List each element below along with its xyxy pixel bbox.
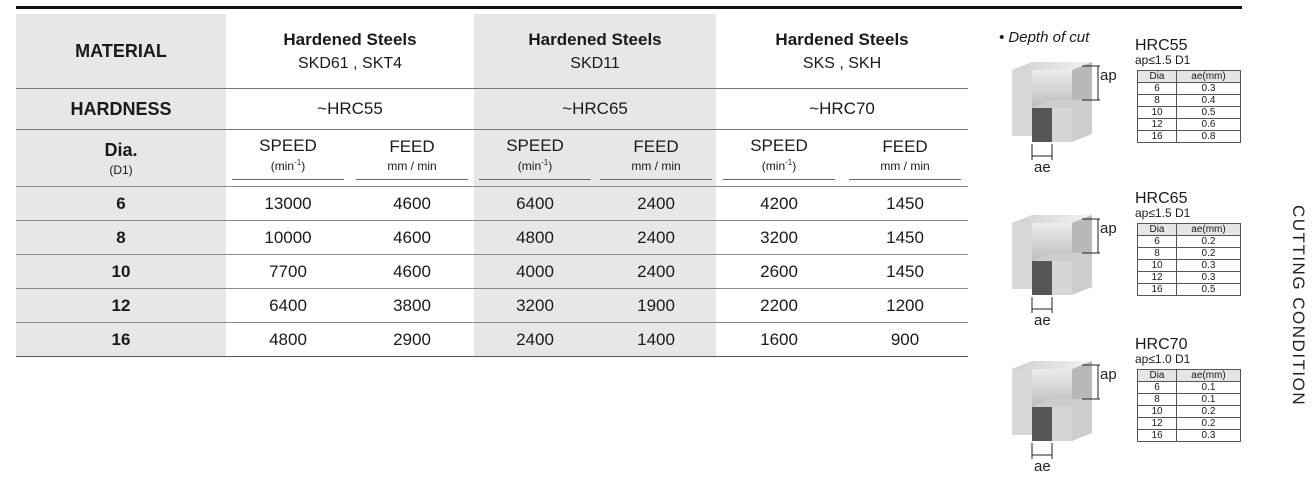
ae-row: 10 0.2 <box>1138 406 1241 418</box>
speed-label: SPEED <box>506 136 564 155</box>
hardness-row <box>16 89 968 130</box>
table-row <box>16 187 968 221</box>
workpiece-block-illustration <box>1000 337 1132 477</box>
ae-head-ae: ae(mm) <box>1177 71 1241 83</box>
speed-label: SPEED <box>259 136 317 155</box>
ap-label: ap <box>1100 220 1117 237</box>
feed-cell: 1200 <box>842 289 968 323</box>
ae-label: ae <box>1034 312 1051 329</box>
ae-head-dia: Dia <box>1138 224 1177 236</box>
table-row <box>16 255 968 289</box>
speed-cell: 10000 <box>226 221 350 255</box>
speed-cell: 3200 <box>716 221 842 255</box>
ae-table <box>1137 70 1241 143</box>
speed-header <box>474 130 596 187</box>
hardness-cell-2 <box>474 89 716 130</box>
speed-cell: 2600 <box>716 255 842 289</box>
feed-label: FEED <box>389 136 435 156</box>
hardness-label: HARDNESS <box>70 98 172 119</box>
ae-head-dia: Dia <box>1138 71 1177 83</box>
ae-row: 12 0.6 <box>1138 119 1241 131</box>
dia-label: Dia. <box>104 139 138 160</box>
feed-unit: mm / min <box>387 158 437 173</box>
feed-cell: 2400 <box>596 187 716 221</box>
speed-header <box>716 130 842 187</box>
feed-unit: mm / min <box>631 158 681 173</box>
feed-cell: 2900 <box>350 323 474 357</box>
feed-cell: 1450 <box>842 221 968 255</box>
speed-cell: 4000 <box>474 255 596 289</box>
hardness-cell-1 <box>226 89 474 130</box>
ae-label: ae <box>1034 159 1051 176</box>
ae-row: 16 0.5 <box>1138 284 1241 296</box>
hrc-title: HRC65 <box>1135 190 1188 207</box>
ae-head-dia: Dia <box>1138 370 1177 382</box>
depth-of-cut-panel <box>1000 191 1240 331</box>
ap-limit: ap≤1.5 D1 <box>1135 53 1191 67</box>
speed-label: SPEED <box>750 136 808 155</box>
ae-table <box>1137 369 1241 442</box>
material-cell-2 <box>474 14 716 89</box>
ap-label: ap <box>1100 366 1117 383</box>
feed-header <box>350 130 474 187</box>
speed-cell: 6400 <box>226 289 350 323</box>
hardness-cell-3 <box>716 89 968 130</box>
speed-header <box>226 130 350 187</box>
workpiece-block-illustration <box>1000 191 1132 331</box>
dia-cell: 8 <box>16 221 226 255</box>
material-grade: SKD11 <box>570 54 620 72</box>
dia-cell: 6 <box>16 187 226 221</box>
material-cell-1 <box>226 14 474 89</box>
depth-of-cut-title: • Depth of cut <box>999 29 1090 46</box>
ae-table <box>1137 223 1241 296</box>
ae-row: 12 0.3 <box>1138 272 1241 284</box>
speed-cell: 7700 <box>226 255 350 289</box>
material-name: Hardened Steels <box>775 29 909 49</box>
material-cell-3 <box>716 14 968 89</box>
ae-row: 10 0.5 <box>1138 107 1241 119</box>
hrc-title: HRC55 <box>1135 37 1188 54</box>
hardness-value: ~HRC65 <box>562 99 628 118</box>
speed-cell: 4200 <box>716 187 842 221</box>
ae-row: 6 0.3 <box>1138 83 1241 95</box>
cutting-conditions-table <box>16 14 968 357</box>
dia-cell: 10 <box>16 255 226 289</box>
table-body <box>16 187 968 357</box>
dia-cell: 12 <box>16 289 226 323</box>
ae-row: 8 0.2 <box>1138 248 1241 260</box>
ae-row: 16 0.8 <box>1138 131 1241 143</box>
ae-row: 6 0.2 <box>1138 236 1241 248</box>
hardness-value: ~HRC70 <box>809 99 875 118</box>
speed-cell: 13000 <box>226 187 350 221</box>
hrc-title: HRC70 <box>1135 336 1188 353</box>
feed-cell: 1900 <box>596 289 716 323</box>
speed-cell: 2400 <box>474 323 596 357</box>
hardness-header-cell <box>16 89 226 130</box>
speed-unit: $(\min^{-1})$ <box>761 158 797 173</box>
ap-label: ap <box>1100 67 1117 84</box>
feed-label: FEED <box>633 136 679 156</box>
feed-cell: 1450 <box>842 255 968 289</box>
ae-head-ae: ae(mm) <box>1177 370 1241 382</box>
feed-label: FEED <box>882 136 928 156</box>
ae-row: 8 0.4 <box>1138 95 1241 107</box>
feed-cell: 4600 <box>350 221 474 255</box>
table-row <box>16 289 968 323</box>
ae-row: 6 0.1 <box>1138 382 1241 394</box>
ap-limit: ap≤1.0 D1 <box>1135 352 1191 366</box>
depth-of-cut-panel <box>1000 337 1240 477</box>
speed-unit: $(\min^{-1})$ <box>517 158 553 173</box>
material-row <box>16 14 968 89</box>
ae-head-ae: ae(mm) <box>1177 224 1241 236</box>
feed-cell: 2400 <box>596 255 716 289</box>
feed-header <box>596 130 716 187</box>
table-row <box>16 323 968 357</box>
ae-label: ae <box>1034 458 1051 475</box>
feed-cell: 900 <box>842 323 968 357</box>
ae-row: 12 0.2 <box>1138 418 1241 430</box>
speed-cell: 3200 <box>474 289 596 323</box>
table-row <box>16 221 968 255</box>
speed-cell: 4800 <box>474 221 596 255</box>
material-label: MATERIAL <box>75 40 167 61</box>
ae-row: 16 0.3 <box>1138 430 1241 442</box>
dia-header-cell <box>16 130 226 187</box>
speed-cell: 1600 <box>716 323 842 357</box>
ap-limit: ap≤1.5 D1 <box>1135 206 1191 220</box>
hardness-value: ~HRC55 <box>317 99 383 118</box>
top-rule <box>16 6 1242 9</box>
ae-row: 10 0.3 <box>1138 260 1241 272</box>
dia-cell: 16 <box>16 323 226 357</box>
feed-header <box>842 130 968 187</box>
feed-cell: 4600 <box>350 187 474 221</box>
unit-row <box>16 130 968 187</box>
dia-sublabel: (D1) <box>109 162 133 177</box>
ae-row: 8 0.1 <box>1138 394 1241 406</box>
section-side-label: CUTTING CONDITION <box>1289 205 1308 407</box>
speed-cell: 2200 <box>716 289 842 323</box>
speed-cell: 4800 <box>226 323 350 357</box>
workpiece-block-illustration <box>1000 38 1132 178</box>
feed-cell: 4600 <box>350 255 474 289</box>
speed-unit: $(\min^{-1})$ <box>270 158 306 173</box>
feed-cell: 3800 <box>350 289 474 323</box>
material-name: Hardened Steels <box>283 29 417 49</box>
speed-cell: 6400 <box>474 187 596 221</box>
material-grade: SKD61 , SKT4 <box>297 54 403 72</box>
material-grade: SKS , SKH <box>802 54 882 72</box>
feed-cell: 1450 <box>842 187 968 221</box>
feed-unit: mm / min <box>880 158 930 173</box>
material-header-cell <box>16 14 226 89</box>
feed-cell: 1400 <box>596 323 716 357</box>
material-name: Hardened Steels <box>528 29 662 49</box>
depth-of-cut-panel <box>1000 38 1240 178</box>
feed-cell: 2400 <box>596 221 716 255</box>
